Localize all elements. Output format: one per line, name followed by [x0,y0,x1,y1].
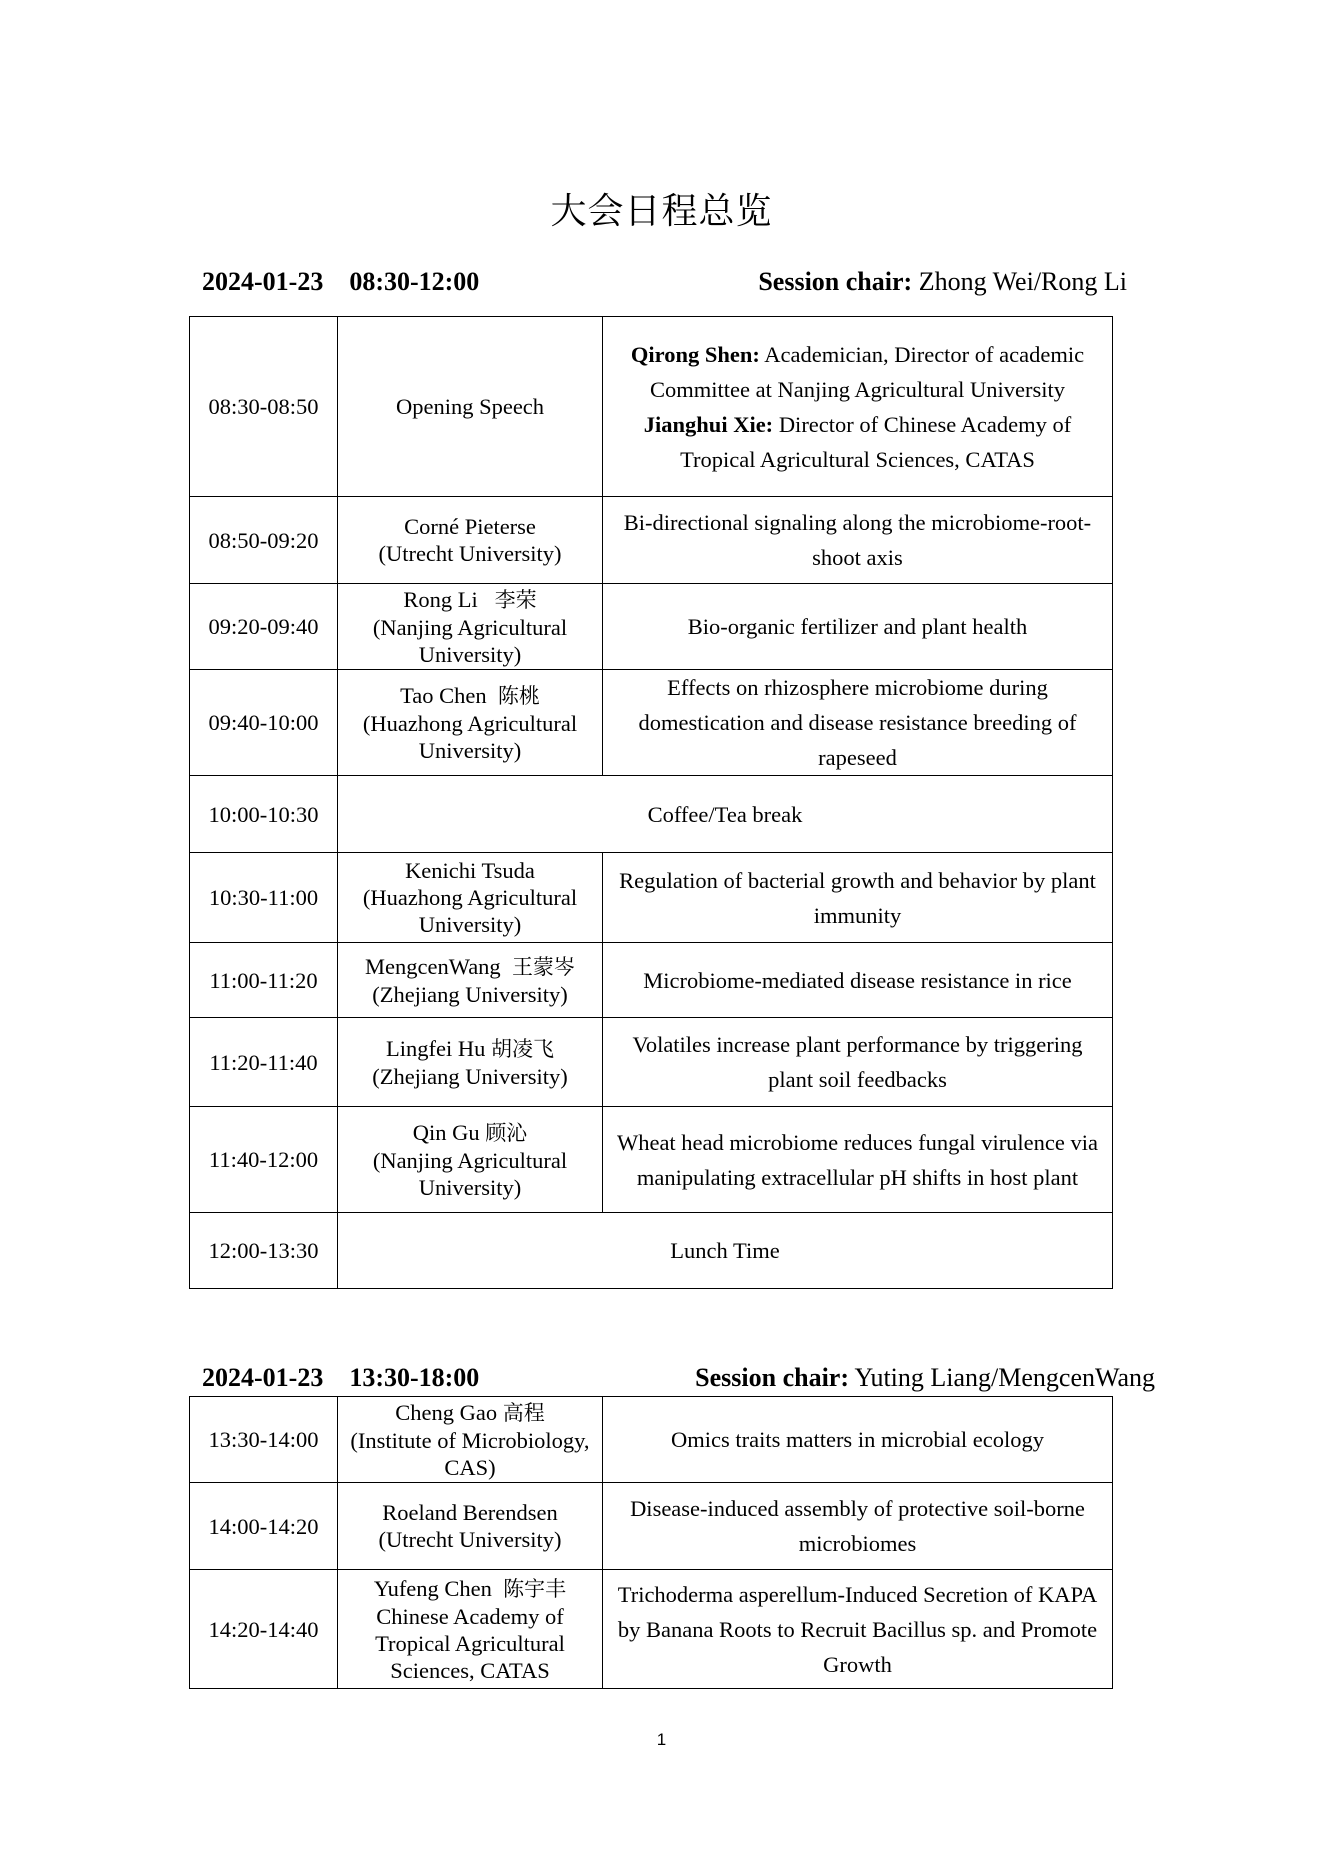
speaker-affiliation: (Huazhong Agricultural University) [362,885,578,937]
page-title: 大会日程总览 [550,191,773,232]
table-row [190,943,1113,1018]
page-number: 1 [656,1730,667,1749]
opening-person-2-desc: Director of Chinese Academy of Tropical Agricultural Sciences, CATAS [680,411,1072,472]
table-row [190,1107,1113,1213]
row-time: 11:40-12:00 [190,1107,338,1213]
speaker-chinese-name: 王蒙岑 [511,954,575,979]
speaker-chinese-name: 胡凌飞 [490,1036,554,1061]
speaker-affiliation: (Utrecht University) [378,541,562,566]
session-1-date-time: 2024-01-23 08:30-12:00 [202,267,480,296]
table-row [190,317,1113,497]
session-2-chair: Session chair: Yuting Liang/MengcenWang [695,1363,1155,1392]
row-speaker [338,1483,603,1570]
row-speaker: Opening Speech [338,317,603,497]
opening-person-2-name: Jianghui Xie: [643,411,774,437]
session-2-header [202,1361,1155,1395]
table-row [190,1483,1113,1570]
speaker-chinese-name: 陈宇丰 [503,1576,567,1601]
table-row [190,776,1113,853]
row-time: 13:30-14:00 [190,1397,338,1483]
opening-person-1-desc: Academician, Director of academic Committee at Nanjing Agricultural University [650,341,1085,402]
row-time: 14:00-14:20 [190,1483,338,1570]
row-time: 12:00-13:30 [190,1213,338,1289]
speaker-name: Qin Gu [412,1119,480,1145]
table-row [190,497,1113,584]
table-row [190,670,1113,776]
speaker-affiliation: (Zhejiang University) [372,1063,568,1089]
row-topic: Microbiome-mediated disease resistance in rice [603,943,1113,1018]
speaker-affiliation: (Institute of Microbiology, CAS) [350,1427,590,1480]
row-topic: Omics traits matters in microbial ecology [603,1397,1113,1483]
row-speaker [338,1397,603,1483]
row-topic [603,317,1113,497]
speaker-name: Kenichi Tsuda [405,858,535,883]
row-topic: Wheat head microbiome reduces fungal virulence via manipulating extracellular pH shifts in host plant [603,1107,1113,1213]
row-speaker [338,1107,603,1213]
speaker-name: Lingfei Hu [386,1035,486,1061]
break-cell: Coffee/Tea break [338,776,1113,853]
row-time: 08:50-09:20 [190,497,338,584]
speaker-chinese-name: 李荣 [494,587,537,612]
session-2-date-time: 2024-01-23 13:30-18:00 [202,1363,480,1392]
speaker-name: Corné Pieterse [404,514,536,539]
table-row [190,1397,1113,1483]
session-2-table [189,1396,1113,1689]
speaker-chinese-name: 陈桃 [497,683,540,708]
row-speaker [338,584,603,670]
row-time: 09:20-09:40 [190,584,338,670]
opening-person-1-name: Qirong Shen: [630,341,760,367]
row-topic: Bio-organic fertilizer and plant health [603,584,1113,670]
speaker-name: Rong Li [403,586,478,612]
table-row [190,1570,1113,1689]
speaker-affiliation: (Huazhong Agricultural University) [362,710,578,763]
table-row [190,584,1113,670]
speaker-name: Cheng Gao [395,1399,498,1425]
speaker-chinese-name: 顾沁 [485,1120,528,1145]
speaker-chinese-name: 高程 [502,1400,545,1425]
row-speaker [338,670,603,776]
speaker-name: Tao Chen [400,682,487,708]
table-row [190,1018,1113,1107]
row-speaker [338,1018,603,1107]
row-topic: Disease-induced assembly of protective soil-borne microbiomes [603,1483,1113,1570]
row-speaker [338,497,603,584]
row-time: 11:20-11:40 [190,1018,338,1107]
row-time: 11:00-11:20 [190,943,338,1018]
speaker-affiliation: (Utrecht University) [378,1527,562,1552]
row-time: 10:30-11:00 [190,853,338,943]
table-row [190,853,1113,943]
speaker-name: Roeland Berendsen [382,1500,558,1525]
row-topic: Volatiles increase plant performance by triggering plant soil feedbacks [603,1018,1113,1107]
row-topic: Regulation of bacterial growth and behavior by plant immunity [603,853,1113,943]
speaker-affiliation: (Nanjing Agricultural University) [372,614,568,667]
row-time: 09:40-10:00 [190,670,338,776]
row-time: 10:00-10:30 [190,776,338,853]
speaker-name: Yufeng Chen [373,1575,492,1601]
speaker-affiliation: (Zhejiang University) [372,981,568,1007]
speaker-affiliation: (Nanjing Agricultural University) [372,1147,568,1200]
row-topic: Effects on rhizosphere microbiome during domestication and disease resistance breeding of rapeseed [603,670,1113,776]
session-1-header [202,265,1127,299]
session-1-table [189,316,1113,1289]
break-cell: Lunch Time [338,1213,1113,1289]
row-speaker [338,853,603,943]
row-time: 08:30-08:50 [190,317,338,497]
row-time: 14:20-14:40 [190,1570,338,1689]
row-speaker [338,1570,603,1689]
row-topic: Trichoderma asperellum-Induced Secretion of KAPA by Banana Roots to Recruit Bacillus sp. and Promote Growth [603,1570,1113,1689]
row-topic: Bi-directional signaling along the microbiome-root-shoot axis [603,497,1113,584]
table-row [190,1213,1113,1289]
speaker-name: MengcenWang [365,953,501,979]
row-speaker [338,943,603,1018]
session-1-chair: Session chair: Zhong Wei/Rong Li [758,267,1127,296]
speaker-affiliation: Chinese Academy of Tropical Agricultural Sciences, CATAS [375,1603,565,1683]
